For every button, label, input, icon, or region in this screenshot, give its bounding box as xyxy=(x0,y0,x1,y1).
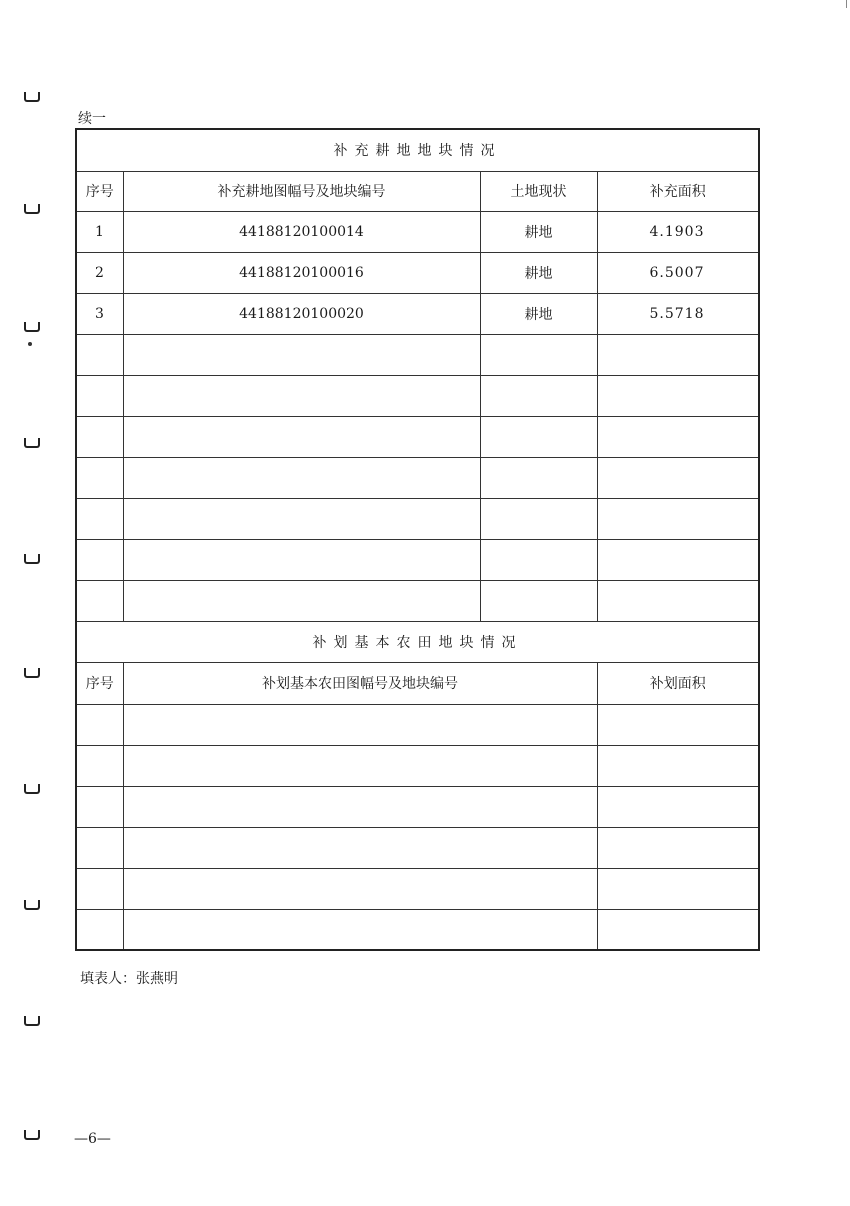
column-header: 补充耕地图幅号及地块编号 xyxy=(123,171,480,211)
column-header: 补划面积 xyxy=(597,662,759,704)
empty-cell xyxy=(76,375,123,416)
empty-row xyxy=(76,539,759,580)
empty-cell xyxy=(123,457,480,498)
binder-mark xyxy=(24,92,40,102)
empty-row xyxy=(76,786,759,827)
land-status: 耕地 xyxy=(480,211,597,252)
empty-cell xyxy=(597,375,759,416)
column-header: 土地现状 xyxy=(480,171,597,211)
parcel-id: 44188120100016 xyxy=(123,252,480,293)
empty-cell xyxy=(123,745,597,786)
binder-mark xyxy=(24,1130,40,1140)
empty-cell xyxy=(76,827,123,868)
binder-mark xyxy=(24,438,40,448)
empty-cell xyxy=(480,416,597,457)
empty-cell xyxy=(123,416,480,457)
empty-cell xyxy=(123,786,597,827)
binder-dot xyxy=(28,342,32,346)
empty-cell xyxy=(76,580,123,621)
empty-cell xyxy=(597,334,759,375)
empty-row xyxy=(76,868,759,909)
column-header: 补充面积 xyxy=(597,171,759,211)
empty-cell xyxy=(123,580,480,621)
empty-cell xyxy=(76,498,123,539)
empty-cell xyxy=(480,539,597,580)
row-number: 2 xyxy=(76,252,123,293)
empty-cell xyxy=(76,416,123,457)
empty-row xyxy=(76,498,759,539)
column-header: 序号 xyxy=(76,171,123,211)
empty-cell xyxy=(597,580,759,621)
empty-row xyxy=(76,580,759,621)
empty-cell xyxy=(597,457,759,498)
table-row xyxy=(76,293,759,334)
land-status: 耕地 xyxy=(480,293,597,334)
section-title-row xyxy=(76,129,759,171)
empty-row xyxy=(76,827,759,868)
binder-mark xyxy=(24,322,40,332)
empty-row xyxy=(76,416,759,457)
empty-cell xyxy=(597,868,759,909)
binder-mark xyxy=(24,668,40,678)
table-row xyxy=(76,211,759,252)
empty-cell xyxy=(123,539,480,580)
corner-tick-mark xyxy=(846,0,847,8)
header-row xyxy=(76,662,759,704)
empty-cell xyxy=(76,704,123,745)
empty-cell xyxy=(597,827,759,868)
land-status: 耕地 xyxy=(480,252,597,293)
empty-row xyxy=(76,745,759,786)
empty-cell xyxy=(597,416,759,457)
empty-cell xyxy=(76,786,123,827)
row-number: 1 xyxy=(76,211,123,252)
empty-cell xyxy=(480,498,597,539)
farmland-section-title: 补划基本农田地块情况 xyxy=(76,621,759,662)
empty-row xyxy=(76,375,759,416)
empty-row xyxy=(76,457,759,498)
empty-cell xyxy=(123,375,480,416)
parcel-id: 44188120100020 xyxy=(123,293,480,334)
empty-cell xyxy=(123,498,480,539)
empty-cell xyxy=(597,539,759,580)
empty-cell xyxy=(597,909,759,950)
empty-cell xyxy=(76,909,123,950)
empty-cell xyxy=(123,704,597,745)
parcel-id: 44188120100014 xyxy=(123,211,480,252)
empty-cell xyxy=(480,375,597,416)
table-row xyxy=(76,252,759,293)
empty-cell xyxy=(123,827,597,868)
continuation-label: 续一 xyxy=(78,111,106,127)
empty-cell xyxy=(597,704,759,745)
empty-cell xyxy=(76,457,123,498)
section-title-row xyxy=(76,621,759,662)
supplement-area: 5.5718 xyxy=(597,293,759,334)
empty-cell xyxy=(123,909,597,950)
empty-row xyxy=(76,909,759,950)
binder-mark xyxy=(24,204,40,214)
form-filler: 填表人：张燕明 xyxy=(80,971,178,987)
empty-row xyxy=(76,704,759,745)
binder-mark xyxy=(24,784,40,794)
column-header: 补划基本农田图幅号及地块编号 xyxy=(123,662,597,704)
empty-cell xyxy=(480,580,597,621)
header-row xyxy=(76,171,759,211)
page-number: —6— xyxy=(74,1131,111,1147)
column-header: 序号 xyxy=(76,662,123,704)
empty-cell xyxy=(76,745,123,786)
empty-cell xyxy=(123,868,597,909)
empty-cell xyxy=(76,539,123,580)
empty-cell xyxy=(480,334,597,375)
binder-mark xyxy=(24,554,40,564)
land-table xyxy=(75,128,760,951)
empty-cell xyxy=(123,334,480,375)
empty-row xyxy=(76,334,759,375)
binder-mark xyxy=(24,900,40,910)
empty-cell xyxy=(480,457,597,498)
supplement-section-title: 补充耕地地块情况 xyxy=(76,129,759,171)
empty-cell xyxy=(597,745,759,786)
empty-cell xyxy=(597,786,759,827)
binder-mark xyxy=(24,1016,40,1026)
supplement-area: 4.1903 xyxy=(597,211,759,252)
row-number: 3 xyxy=(76,293,123,334)
empty-cell xyxy=(76,868,123,909)
empty-cell xyxy=(76,334,123,375)
supplement-area: 6.5007 xyxy=(597,252,759,293)
empty-cell xyxy=(597,498,759,539)
